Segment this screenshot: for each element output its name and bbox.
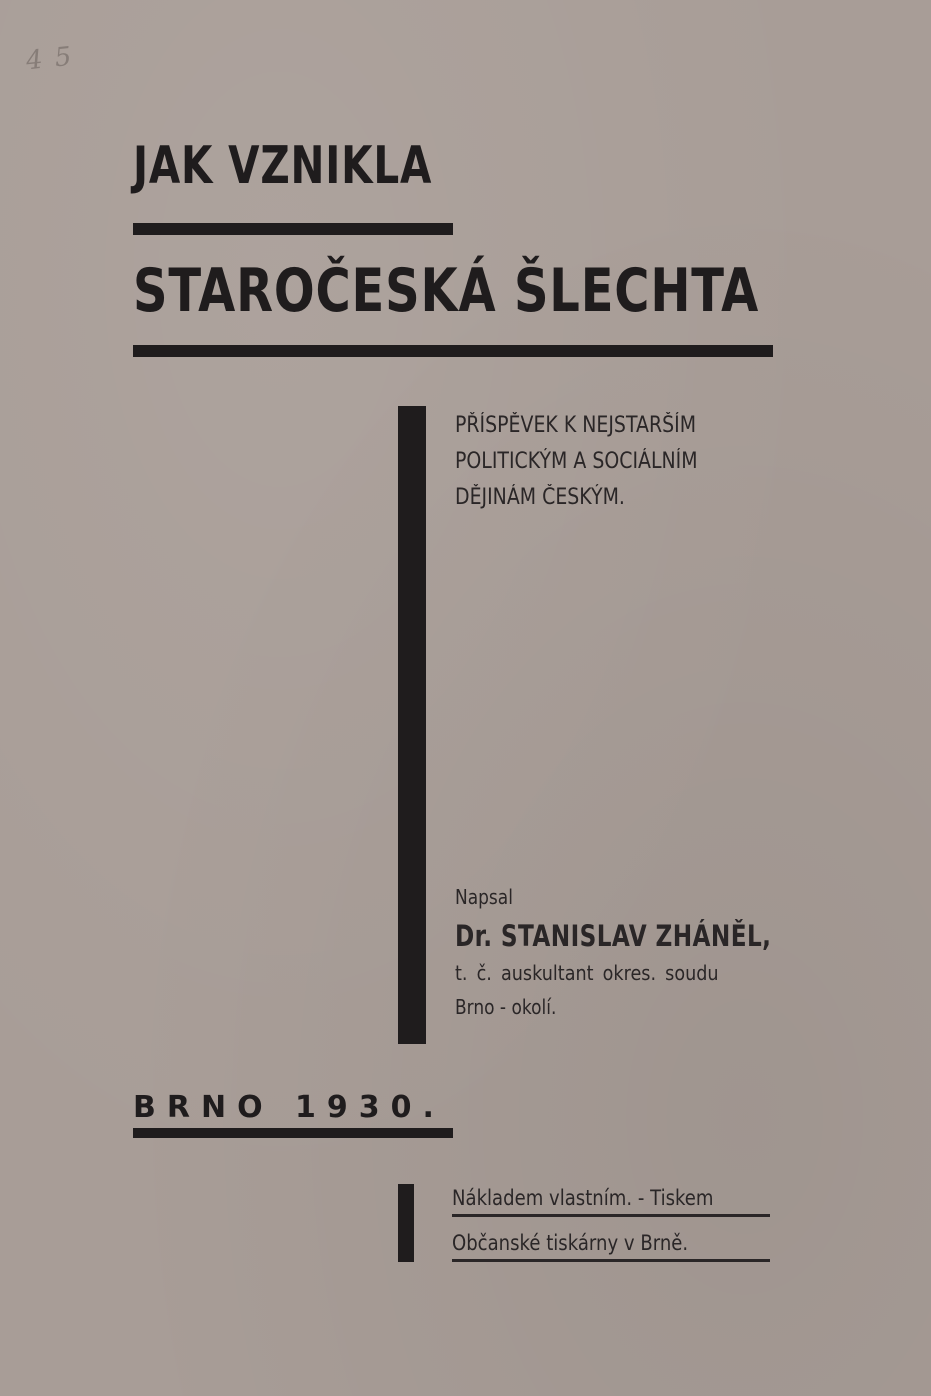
title-rule-short [133, 223, 453, 235]
imprint-line-2 [452, 1229, 770, 1262]
vertical-bar-main [398, 406, 426, 1044]
title-rule-long [133, 345, 773, 357]
vertical-bar-small [398, 1184, 414, 1262]
author-block [455, 885, 850, 1019]
title-line-2: STAROČESKÁ ŠLECHTA [133, 256, 760, 326]
imprint-line-1-text: Nákladem vlastním. - Tiskem [452, 1186, 714, 1210]
title-line-1: JAK VZNIKLA [133, 136, 433, 196]
author-name: Dr. STANISLAV ZHÁNĚL, [455, 919, 772, 953]
author-place: Brno - okolí. [455, 995, 557, 1019]
publication-city-year: BRNO 1930. [133, 1090, 445, 1125]
imprint-line-1 [452, 1184, 770, 1217]
subtitle-line-2: POLITICKÝM A SOCIÁLNÍM [455, 449, 698, 474]
pencil-note: 4 5 [24, 41, 75, 77]
subtitle-line-3: DĚJINÁM ČESKÝM. [455, 485, 625, 510]
subtitle [455, 408, 737, 516]
subtitle-line-1: PŘÍSPĚVEK K NEJSTARŠÍM [455, 413, 697, 438]
imprint-line-2-text: Občanské tiskárny v Brně. [452, 1231, 689, 1255]
author-label: Napsal [455, 885, 513, 909]
city-year-rule [133, 1128, 453, 1138]
author-role: t. č. auskultant okres. soudu [455, 961, 719, 985]
imprint [452, 1184, 770, 1274]
